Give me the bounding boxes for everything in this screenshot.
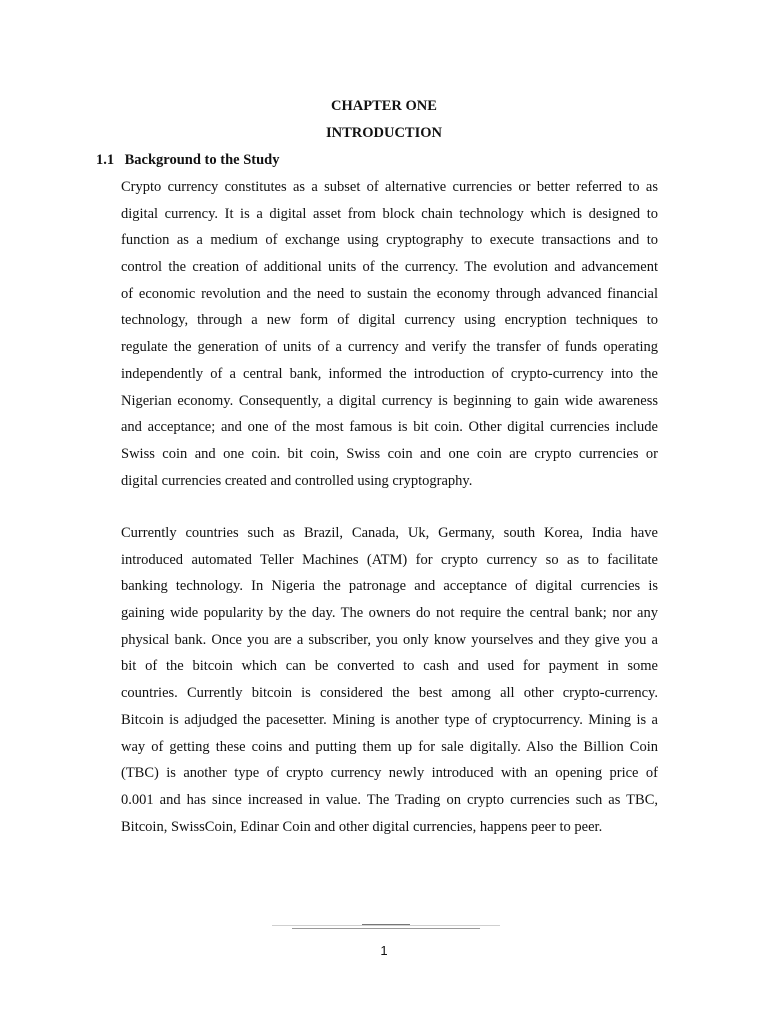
paragraph-line: banking technology. In Nigeria the patronage and acceptance of digital currencies is <box>121 578 658 595</box>
section-title: Background to the Study <box>124 152 280 168</box>
paragraph-line: and acceptance; and one of the most famous is bit coin. Other digital currencies include <box>121 419 658 436</box>
paragraph-line: (TBC) is another type of crypto currency newly introduced with an opening price of <box>121 765 658 782</box>
paragraph-line: Bitcoin, SwissCoin, Edinar Coin and other digital currencies, happens peer to peer. <box>121 818 603 835</box>
chapter-title: INTRODUCTION <box>325 125 442 141</box>
section-number: 1.1 <box>96 152 115 168</box>
paragraph-line: countries. Currently bitcoin is considered the best among all other crypto-currency. <box>121 685 658 702</box>
paragraph-line: digital currency. It is a digital asset from block chain technology which is designed to <box>121 205 658 222</box>
paragraph-line: Bitcoin is adjudged the pacesetter. Mining is another type of cryptocurrency. Mining is a <box>121 711 658 728</box>
paragraph-line: gaining wide popularity by the day. The owners do not require the central bank; nor any <box>121 605 658 622</box>
paragraph-line: control the creation of additional units of the currency. The evolution and advancement <box>121 259 658 276</box>
chapter-heading: CHAPTER ONE <box>331 98 437 114</box>
paragraph-line: introduced automated Teller Machines (ATM) for crypto currency so as to facilitate <box>121 551 658 568</box>
paragraph-line: of economic revolution and the need to sustain the economy through advanced financial <box>121 285 658 302</box>
paragraph-line: independently of a central bank, informed the introduction of crypto-currency into the <box>121 365 658 382</box>
paragraph-line: 0.001 and has since increased in value. The Trading on crypto currencies such as TBC, <box>121 791 658 808</box>
page-number: 1 <box>380 943 388 958</box>
paragraph-line: physical bank. Once you are a subscriber, you only know yourselves and they give you a <box>121 631 658 648</box>
section-heading <box>96 150 279 170</box>
paragraph-1 <box>121 174 658 494</box>
paragraph-line: Currently countries such as Brazil, Canada, Uk, Germany, south Korea, India have <box>121 525 658 541</box>
paragraph-line: function as a medium of exchange using cryptography to execute transactions and to <box>121 232 658 249</box>
paragraph-line: technology, through a new form of digital currency using encryption techniques to <box>121 312 658 329</box>
paragraph-line: regulate the generation of units of a currency and verify the transfer of funds operating <box>121 339 658 356</box>
paragraph-line: Nigerian economy. Consequently, a digital currency is beginning to gain wide awareness <box>121 392 658 409</box>
paragraph-line: digital currencies created and controlled using cryptography. <box>121 472 473 489</box>
paragraph-line: way of getting these coins and putting them up for sale digitally. Also the Billion Coin <box>121 738 658 755</box>
paragraph-line: Crypto currency constitutes as a subset of alternative currencies or better referred to as <box>121 179 658 195</box>
footer-divider <box>272 922 500 932</box>
paragraph-line: Swiss coin and one coin. bit coin, Swiss coin and one coin are crypto currencies or <box>121 445 658 462</box>
paragraph-2 <box>121 520 658 840</box>
paragraph-line: bit of the bitcoin which can be converted to cash and used for payment in some <box>121 658 658 675</box>
